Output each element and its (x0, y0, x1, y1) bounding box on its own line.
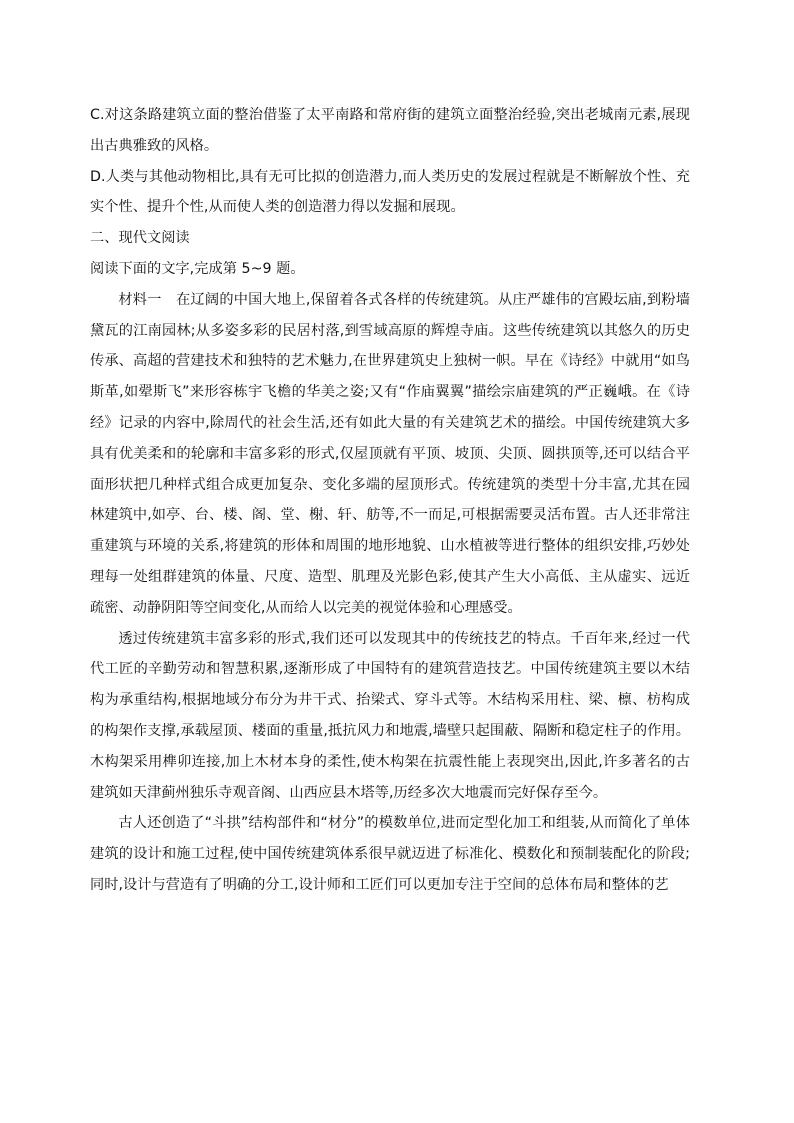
option-d-paragraph: D.人类与其他动物相比,具有无可比拟的创造潜力,而人类历史的发展过程就是不断解放个性、充实个性、提升个性,从而使人类的创造潜力得以发掘和展现。 (90, 168, 690, 216)
reading-instruction: 阅读下面的文字,完成第 5~9 题。 (90, 260, 305, 277)
material-one-paragraph-3: 古人还创造了“斗拱”结构部件和“材分”的模数单位,进而定型化加工和组装,从而简化了单体建筑的设计和施工过程,使中国传统建筑体系很早就迈进了标准化、模数化和预制装配化的阶段;同时,设计与营造有了明确的分工,设计师和工匠们可以更加专注于空间的总体布局和整体的艺 (90, 815, 690, 893)
material-one-paragraph-1: 材料一 在辽阔的中国大地上,保留着各式各样的传统建筑。从庄严雄伟的宫殿坛庙,到粉墙黛瓦的江南园林;从多姿多彩的民居村落,到雪域高原的辉煌寺庙。这些传统建筑以其悠久的历史传承、高超的营建技术和独特的艺术魅力,在世界建筑史上独树一帜。早在《诗经》中就用“如鸟斯革,如翚斯飞”来形容栋宇飞檐的华美之姿;又有“作庙翼翼”描绘宗庙建筑的严正巍峨。在《诗经》记录的内容中,除周代的社会生活,还有如此大量的有关建筑艺术的描绘。中国传统建筑大多具有优美柔和的轮廓和丰富多彩的形式,仅屋顶就有平顶、坡顶、尖顶、圆拱顶等,还可以结合平面形状把几种样式组合成更加复杂、变化多端的屋顶形式。传统建筑的类型十分丰富,尤其在园林建筑中,如亭、台、楼、阁、堂、榭、轩、舫等,不一而足,可根据需要灵活布置。古人还非常注重建筑与环境的关系,将建筑的形体和周围的地形地貌、山水植被等进行整体的组织安排,巧妙处理每一处组群建筑的体量、尺度、造型、肌理及光影色彩,使其产生大小高低、主从虚实、远近疏密、动静阴阳等空间变化,从而给人以完美的视觉体验和心理感受。 (90, 291, 690, 616)
option-c-paragraph: C.对这条路建筑立面的整治借鉴了太平南路和常府街的建筑立面整治经验,突出老城南元素,展现出古典雅致的风格。 (90, 107, 690, 154)
material-one-paragraph-2: 透过传统建筑丰富多彩的形式,我们还可以发现其中的传统技艺的特点。千百年来,经过一代代工匠的辛勤劳动和智慧积累,逐渐形成了中国特有的建筑营造技艺。中国传统建筑主要以木结构为承重结构,根据地域分布分为井干式、抬梁式、穿斗式等。木结构采用柱、梁、檩、枋构成的构架作支撑,承载屋顶、楼面的重量,抵抗风力和地震,墙壁只起围蔽、隔断和稳定柱子的作用。木构架采用榫卯连接,加上木材本身的柔性,使木构架在抗震性能上表现突出,因此,许多著名的古建筑如天津蓟州独乐寺观音阁、山西应县木塔等,历经多次大地震而完好保存至今。 (90, 630, 690, 801)
modern-reading-heading: 二、现代文阅读 (90, 230, 190, 247)
document-content (90, 100, 690, 901)
